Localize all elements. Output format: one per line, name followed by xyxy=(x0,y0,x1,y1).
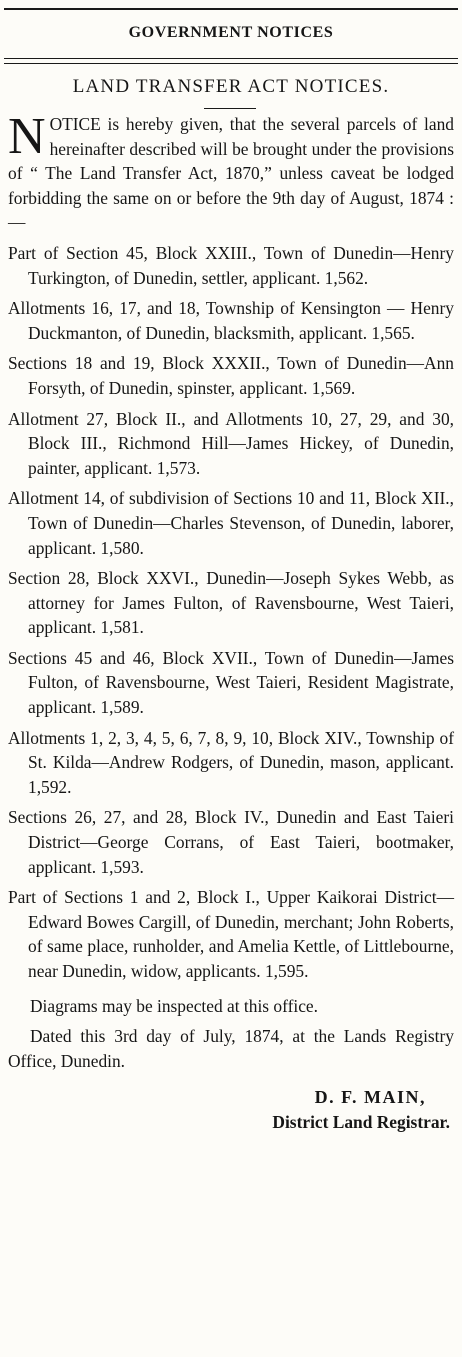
signatory-title: District Land Registrar. xyxy=(272,1111,450,1132)
notice-entry: Section 28, Block XXVI., Dunedin—Joseph Sykes Webb, as attorney for James Fulton, of Ravensbourne, West Taieri, applicant. 1,581. xyxy=(8,568,454,638)
intro-paragraph xyxy=(8,108,454,235)
divider-rule xyxy=(4,63,458,64)
notice-entry: Allotments 16, 17, and 18, Township of Kensington — Henry Duckmanton, of Dunedin, blacksmith, applicant. 1,565. xyxy=(8,298,454,343)
notice-entry: Sections 45 and 46, Block XVII., Town of Dunedin—James Fulton, of Ravensbourne, West Taieri, Resident Magistrate, applicant. 1,589. xyxy=(8,647,454,718)
notice-entry: Part of Sections 1 and 2, Block I., Upper Kaikorai District—Edward Bowes Cargill, of Dunedin, merchant; John Roberts, of same place, runholder, and Amelia Kettle, of Littlebourne, near Dunedin, widow, applicants. 1,595. xyxy=(8,887,454,981)
diagrams-note: Diagrams may be inspected at this office. xyxy=(30,995,318,1016)
heading-underline xyxy=(204,108,256,109)
divider-rule xyxy=(4,58,458,59)
drop-cap: N xyxy=(8,108,46,165)
notice-list xyxy=(8,241,454,984)
notice-entry: Sections 26, 27, and 28, Block IV., Dunedin and East Taieri District—George Corrans, of East Taieri, bootmaker, applicant. 1,593. xyxy=(8,807,454,877)
notice-entry: Allotment 14, of subdivision of Sections 10 and 11, Block XII., Town of Dunedin—Charles Stevenson, of Dunedin, laborer, applicant. 1,580. xyxy=(8,488,454,558)
notice-entry: Part of Section 45, Block XXIII., Town of Dunedin—Henry Turkington, of Dunedin, settler, applicant. 1,562. xyxy=(8,242,454,288)
notice-heading: LAND TRANSFER ACT NOTICES. xyxy=(72,76,390,97)
top-rule xyxy=(4,8,458,10)
section-title: GOVERNMENT NOTICES xyxy=(128,24,334,41)
notice-entry: Sections 18 and 19, Block XXXII., Town of Dunedin—Ann Forsyth, of Dunedin, spinster, applicant. 1,569. xyxy=(8,353,454,398)
notice-body xyxy=(8,108,454,1135)
notice-entry: Allotments 1, 2, 3, 4, 5, 6, 7, 8, 9, 10, Block XIV., Township of St. Kilda—Andrew Rodgers, of Dunedin, mason, applicant. 1,592. xyxy=(8,727,454,797)
notice-entry: Allotment 27, Block II., and Allotments 10, 27, 29, and 30, Block III., Richmond Hill—James Hickey, of Dunedin, painter, applicant. 1,573. xyxy=(8,408,454,478)
intro-text: OTICE is hereby given, that the several parcels of land hereinafter described will be brought under the provisions of “ The Land Transfer Act, 1870,” unless caveat be lodged forbidding the same on or before the 9th day of August, 1874 :— xyxy=(8,114,454,233)
signatory-name: D. F. MAIN, xyxy=(314,1087,426,1108)
dated-line: Dated this 3rd day of July, 1874, at the Lands Registry Office, Dunedin. xyxy=(8,1026,454,1071)
